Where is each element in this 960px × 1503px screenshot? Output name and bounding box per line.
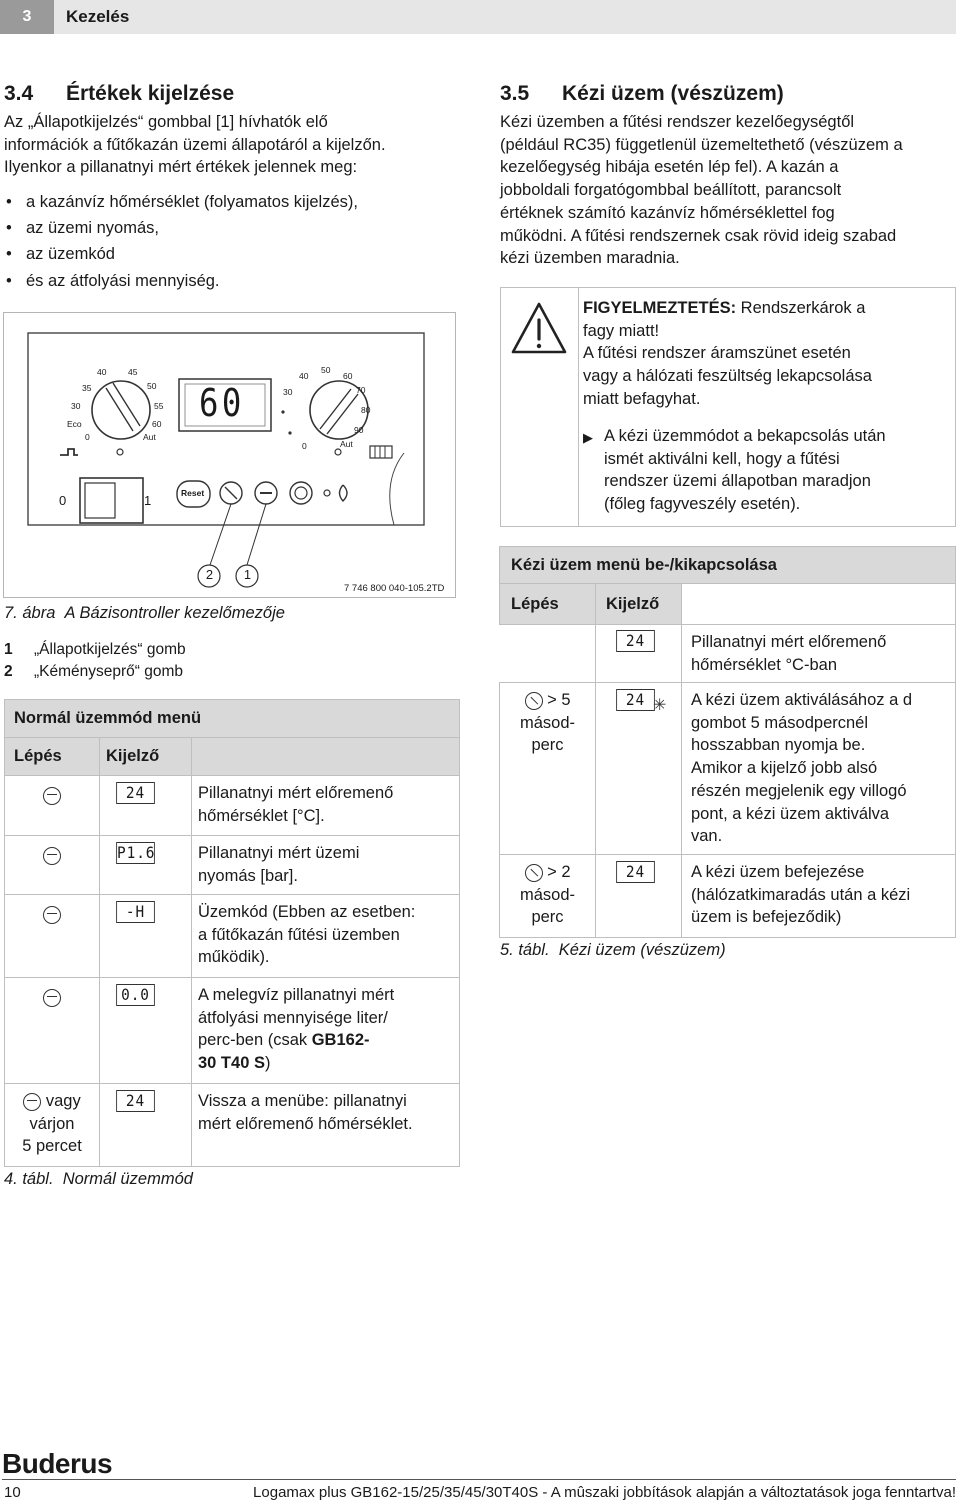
legend-text: „Kéményseprő“ gomb: [34, 663, 184, 680]
figure-caption-number: 7. ábra: [4, 604, 56, 622]
list-item: • és az átfolyási mennyiség.: [4, 268, 358, 294]
body-line: jobboldali forgatógombbal beállított, parancsolt: [500, 181, 842, 200]
display-cell: [100, 1084, 192, 1167]
control-panel-drawing: [4, 313, 455, 597]
legend-item: [4, 661, 186, 683]
list-item: • a kazánvíz hőmérséklet (folyamatos kijelzés),: [4, 189, 358, 215]
measured-values-list: [4, 189, 358, 294]
left-dial-label: Eco: [67, 419, 82, 429]
warning-headline-text: Rendszerkárok a: [736, 299, 866, 317]
lcd-display: 0.0: [116, 984, 155, 1006]
chapter-title: Kezelés: [66, 7, 130, 26]
left-dial-label: 60: [152, 419, 162, 429]
intro-line: információk a fűtőkazán üzemi állapotáról a kijelzőn.: [4, 135, 386, 154]
warning-label: FIGYELMEZTETÉS:: [583, 299, 737, 317]
description-cell: [192, 978, 460, 1084]
brand-logo: Buderus: [2, 1448, 113, 1479]
body-line: Kézi üzemben a fűtési rendszer kezelőegységtől: [500, 113, 855, 131]
description-cell: [192, 895, 460, 978]
warning-icon-cell: [501, 288, 579, 526]
section-3-4-intro: [4, 111, 386, 179]
action-line: ismét aktiválni kell, hogy a fűtési: [604, 449, 840, 468]
list-item: • az üzemkód: [4, 241, 358, 267]
status-button-icon: [43, 906, 61, 924]
legend-number: 1: [4, 641, 13, 658]
desc-line: hosszabban nyomja be.: [691, 736, 866, 755]
step-text: várjon: [29, 1114, 75, 1133]
panel-display-value: 60: [199, 381, 245, 425]
reset-button-label: Reset: [181, 488, 205, 498]
description-cell: [682, 625, 956, 683]
step-cell: [500, 683, 596, 855]
left-dial-label: 30: [71, 401, 81, 411]
step-text: másod-: [519, 713, 576, 732]
intro-line: Az „Állapotkijelzés“ gombbal [1] hívhatók elő: [4, 113, 328, 131]
desc-line: pont, a kézi üzem aktiválva: [691, 804, 890, 823]
table-title: Normál üzemmód menü: [5, 700, 460, 738]
arrow-bullet-icon: ▶: [583, 430, 593, 445]
lcd-display: P1.6: [117, 843, 156, 862]
left-dial-label: Aut: [143, 432, 156, 442]
warning-triangle-icon: [509, 300, 569, 356]
warning-line: A fűtési rendszer áramszünet esetén: [583, 344, 851, 363]
blinking-dot-icon: ✳: [653, 697, 667, 714]
step-text: perc: [531, 736, 564, 755]
desc-line: van.: [691, 827, 723, 846]
callout-2: 2: [205, 567, 214, 582]
body-line: (például RC35) függetlenül üzemeltethető (vészüzem a: [500, 135, 903, 154]
lcd-display: 24: [616, 689, 655, 711]
manual-mode-table: [499, 546, 956, 938]
step-text: másod-: [519, 885, 576, 904]
table-caption-number: 4. tábl.: [4, 1170, 54, 1188]
warning-text: [583, 297, 953, 411]
table5-caption: [500, 941, 726, 960]
table-row: [5, 836, 460, 895]
left-dial-label: 50: [147, 381, 157, 391]
status-button-icon: [43, 989, 61, 1007]
table-row: [500, 855, 956, 938]
col-header-display: Kijelző: [596, 584, 682, 625]
display-cell: [100, 895, 192, 978]
desc-line: Amikor a kijelző jobb alsó: [691, 759, 878, 778]
desc-line: (hálózatkimaradás után a kézi: [691, 885, 911, 904]
table-caption-text: Kézi üzem (vészüzem): [558, 941, 726, 959]
left-dial-label: 45: [128, 367, 138, 377]
warning-line: miatt befagyhat.: [583, 389, 701, 408]
body-line: kézi üzemben maradnia.: [500, 249, 680, 268]
desc-line: átfolyási mennyisége liter/: [198, 1008, 388, 1027]
step-cell: [5, 836, 100, 895]
desc-line: nyomás [bar].: [198, 866, 298, 885]
right-dial-label: 60: [343, 371, 353, 381]
section-number: 3.5: [500, 82, 530, 105]
model-name: 30 T40 S: [198, 1054, 265, 1073]
step-cell: [500, 625, 596, 683]
legend-item: [4, 639, 186, 661]
status-button-icon: [43, 847, 61, 865]
right-dial-label: 90: [354, 425, 364, 435]
step-cell: [5, 895, 100, 978]
control-panel-figure: [3, 312, 456, 598]
step-text: > 5: [547, 691, 571, 709]
description-cell: [682, 683, 956, 855]
step-line: [5, 1090, 99, 1113]
intro-line: Ilyenkor a pillanatnyi mért értékek jelennek meg:: [4, 158, 358, 177]
table-row: [5, 978, 460, 1084]
step-cell: [5, 1084, 100, 1167]
table-caption-text: Normál üzemmód: [62, 1170, 193, 1188]
right-dial-label: 40: [299, 371, 309, 381]
list-item: • az üzemi nyomás,: [4, 215, 358, 241]
figure-caption-text: A Bázisontroller kezelőmezője: [64, 604, 285, 622]
table-row: [500, 625, 956, 683]
col-header-step: Lépés: [500, 584, 596, 625]
legend-text: „Állapotkijelzés“ gomb: [34, 641, 186, 658]
step-line: [500, 689, 595, 712]
desc-line: [198, 1052, 453, 1075]
action-line: (főleg fagyveszély esetén).: [604, 495, 801, 514]
action-line: rendszer üzemi állapotban maradjon: [604, 472, 871, 491]
left-dial-label: 40: [97, 367, 107, 377]
step-text: > 2: [547, 863, 571, 881]
col-header-display: Kijelző: [100, 738, 192, 776]
warning-line: fagy miatt!: [583, 321, 660, 340]
step-cell: [5, 776, 100, 836]
table-row: [500, 683, 956, 855]
section-number: 3.4: [4, 82, 34, 105]
col-header-empty: [682, 584, 956, 625]
desc-line: hőmérséklet °C-ban: [691, 655, 837, 674]
display-cell: [100, 978, 192, 1084]
page-header: [2, 0, 956, 34]
desc-line: Pillanatnyi mért üzemi: [198, 844, 360, 862]
section-3-5-heading: [500, 82, 784, 106]
body-line: értéknek számító kazánvíz hőmérséklettel fog: [500, 203, 835, 222]
description-cell: [682, 855, 956, 938]
description-cell: [192, 1084, 460, 1167]
desc-text: perc-ben (csak: [198, 1031, 312, 1050]
action-line: A kézi üzemmódot a bekapcsolás után: [604, 427, 886, 445]
left-dial-label: 35: [82, 383, 92, 393]
right-dial-label: 70: [356, 385, 366, 395]
desc-line: Üzemkód (Ebben az esetben:: [198, 903, 416, 921]
table-title: Kézi üzem menü be-/kikapcsolása: [500, 547, 956, 584]
table-row: [5, 895, 460, 978]
section-3-5-body: [500, 111, 903, 270]
callout-1: 1: [243, 567, 252, 582]
display-cell: [100, 836, 192, 895]
col-header-empty: [192, 738, 460, 776]
step-cell: [500, 855, 596, 938]
chimney-sweep-button-icon: [521, 688, 546, 713]
table-row: [5, 776, 460, 836]
desc-line: Pillanatnyi mért előremenő: [691, 633, 887, 651]
warning-headline: [583, 297, 953, 320]
display-cell: [596, 625, 682, 683]
desc-line: Pillanatnyi mért előremenő: [198, 784, 394, 802]
right-dial-label: Aut: [340, 439, 353, 449]
lcd-display: 24: [116, 1090, 155, 1112]
display-cell: [596, 683, 682, 855]
desc-line: működik).: [198, 948, 270, 967]
col-header-step: Lépés: [5, 738, 100, 776]
section-title: Értékek kijelzése: [66, 82, 235, 105]
table-caption-number: 5. tábl.: [500, 941, 550, 959]
step-text: 5 percet: [22, 1137, 82, 1155]
right-dial-label: 30: [283, 387, 293, 397]
step-cell: [5, 978, 100, 1084]
warning-action: [583, 425, 953, 516]
figure-legend: [4, 639, 186, 683]
warning-box: [500, 287, 956, 527]
left-dial-label: 55: [154, 401, 164, 411]
normal-mode-table: [4, 699, 460, 1167]
status-button-icon: [23, 1093, 41, 1111]
action-text: [583, 425, 953, 516]
desc-line: üzem is befejeződik): [691, 908, 842, 927]
lcd-display: 24: [116, 782, 155, 804]
desc-line: A melegvíz pillanatnyi mért: [198, 986, 395, 1004]
section-3-4-heading: [4, 82, 234, 106]
body-line: működni. A fűtési rendszernek csak rövid ideig szabad: [500, 226, 897, 245]
footer-divider: [2, 1479, 956, 1480]
desc-line: A kézi üzem aktiválásához a d: [691, 691, 913, 709]
desc-line: részén megjelenik egy villogó: [691, 781, 907, 800]
warning-line: vagy a hálózati feszültség lekapcsolása: [583, 367, 872, 386]
page-number: 10: [4, 1484, 21, 1501]
legend-number: 2: [4, 663, 13, 680]
chapter-number: 3: [0, 0, 54, 34]
switch-off-label: 0: [59, 493, 67, 508]
lcd-display: -H: [116, 901, 155, 923]
step-line: [500, 861, 595, 884]
figure-code: 7 746 800 040-105.2TD: [344, 583, 445, 594]
desc-line: Vissza a menübe: pillanatnyi: [198, 1092, 407, 1110]
desc-line: [198, 1029, 453, 1052]
footer-text: Logamax plus GB162-15/25/35/45/30T40S - A mûszaki jobbítások alapján a változtatások joga fenntartva!: [253, 1484, 956, 1501]
chimney-sweep-button-icon: [521, 860, 546, 885]
figure-caption: [4, 604, 285, 623]
model-name: GB162-: [311, 1031, 370, 1050]
step-text: perc: [531, 908, 564, 927]
display-cell: [100, 776, 192, 836]
lcd-display: 24: [616, 861, 655, 883]
desc-line: gombot 5 másodpercnél: [691, 713, 869, 732]
section-title: Kézi üzem (vészüzem): [562, 82, 784, 105]
desc-line: a fűtőkazán fűtési üzemben: [198, 925, 400, 944]
desc-line: A kézi üzem befejezése: [691, 863, 865, 881]
left-dial-label: 0: [85, 432, 90, 442]
step-text: vagy: [45, 1092, 81, 1110]
description-cell: [192, 776, 460, 836]
lcd-display: 24: [616, 630, 655, 652]
description-cell: [192, 836, 460, 895]
right-dial-label: 50: [321, 365, 331, 375]
right-dial-label: 0: [302, 441, 307, 451]
desc-text: ): [264, 1054, 271, 1073]
desc-line: mért előremenő hőmérséklet.: [198, 1114, 413, 1133]
table4-caption: [4, 1170, 193, 1189]
status-button-icon: [43, 787, 61, 805]
display-cell: [596, 855, 682, 938]
body-line: kezelőegység hibája esetén lép fel). A kazán a: [500, 158, 839, 177]
right-dial-label: 80: [361, 405, 371, 415]
table-row: [5, 1084, 460, 1167]
desc-line: hőmérséklet [°C].: [198, 806, 325, 825]
switch-on-label: 1: [144, 493, 152, 508]
